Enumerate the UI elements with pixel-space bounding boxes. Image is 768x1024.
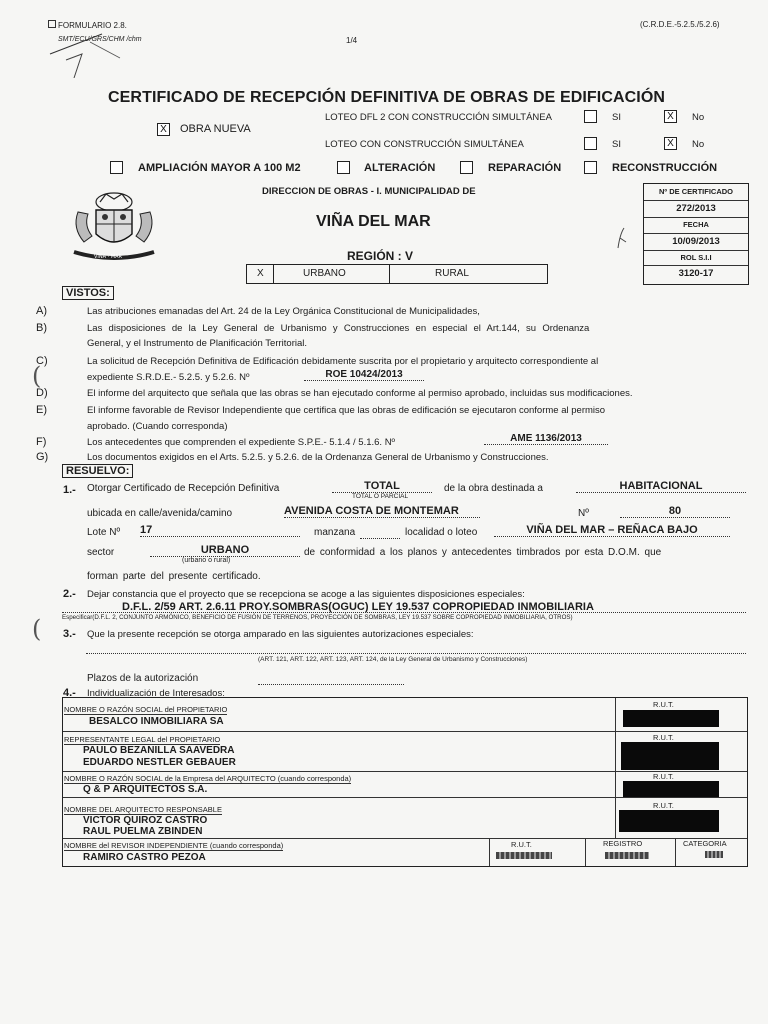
vistos-b-line1: Las disposiciones de la Ley General de Urbanismo y Construcciones en especial el Art.144, su Ordenanza: [87, 323, 590, 334]
vistos-c-marker: C): [36, 355, 48, 367]
vistos-g-marker: G): [36, 451, 49, 463]
vistos-g: Los documentos exigidos en el Arts. 5.2.5. y 5.2.6. de la Ordenanza General de Urbanismo y Construcciones.: [87, 452, 549, 463]
resuelvo-heading: RESUELVO:: [62, 464, 133, 478]
localidad-label: localidad o loteo: [405, 527, 478, 538]
forman-text: forman parte del presente certificado.: [87, 571, 261, 582]
direccion-obras: DIRECCION DE OBRAS - I. MUNICIPALIDAD DE: [262, 186, 476, 197]
municipality-name: VIÑA DEL MAR: [316, 213, 431, 230]
row-line: [644, 250, 748, 251]
rut-label: R.U.T.: [653, 733, 674, 742]
ubicada-label: ubicada en calle/avenida/camino: [87, 508, 233, 519]
vistos-d: El informe del arquitecto que señala que las obras se han ejecutado conforme al permiso aprobado, incluidas sus modificaciones.: [87, 388, 633, 399]
column-line: [615, 698, 616, 838]
vistos-e-marker: E): [36, 404, 47, 416]
vistos-c-line1: La solicitud de Recepción Definitiva de Edificación debidamente suscrita por el propietario y arquitecto correspondiente al: [87, 356, 599, 367]
signature-mark: [612, 224, 632, 250]
loteo-dfl2-no-checkbox[interactable]: X: [664, 110, 677, 123]
reception-type-value: TOTAL: [332, 480, 432, 493]
resuelvo-4-marker: 4.-: [63, 687, 76, 699]
localidad-value: VIÑA DEL MAR – REÑACA BAJO: [494, 524, 730, 537]
redacted-rut-arch-company: [623, 781, 719, 797]
resuelvo-1-text: Otorgar Certificado de Recepción Definitiva: [87, 483, 280, 494]
sector-hint: (urbano o rural): [182, 557, 231, 564]
conformidad-text: de conformidad a los planos y antecedentes timbrados por esta D.O.M. que: [304, 547, 662, 558]
loteo-simultanea-no-label: No: [692, 139, 705, 150]
arch-company-label: NOMBRE O RAZÓN SOCIAL de la Empresa del ARQUITECTO (cuando corresponda): [64, 774, 352, 783]
municipal-crest-icon: [66, 190, 162, 266]
vistos-c-line2: expediente S.R.D.E.- 5.2.5. y 5.2.6. Nº: [87, 372, 250, 383]
revisor-label: NOMBRE del REVISOR INDEPENDIENTE (cuando corresponda): [64, 841, 284, 850]
zone-divider: [389, 265, 390, 283]
column-line: [675, 838, 676, 866]
special-provisions-hint: Especificar(D.F.L. 2, CONJUNTO ARMÓNICO, BENEFICIO DE FUSIÓN DE TERRENOS, PROYECCIÓN DE SOMBRAS, LEY 19.537 SOBRE COPROPIEDAD INMOBILIARIA, OTROS): [62, 614, 573, 621]
loteo-dfl2-label: LOTEO DFL 2 CON CONSTRUCCIÓN SIMULTÁNEA: [325, 112, 552, 123]
urbano-mark[interactable]: X: [257, 268, 264, 279]
manzana-label: manzana: [314, 527, 356, 538]
row-line: [644, 217, 748, 218]
vistos-d-marker: D): [36, 387, 48, 399]
urbano-label: URBANO: [303, 268, 346, 279]
lote-value: 17: [140, 524, 300, 537]
loteo-dfl2-si-label: SI: [612, 112, 621, 123]
vistos-f-marker: F): [36, 436, 47, 448]
resuelvo-3-text: Que la presente recepción se otorga amparado en las siguientes autorizaciones especiales:: [87, 629, 474, 640]
struck-registro-revisor: [605, 852, 649, 859]
redacted-rut-owner: [623, 710, 719, 727]
reception-type-hint: TOTAL O PARCIAL: [352, 493, 409, 500]
manzana-value: [360, 524, 400, 539]
special-provisions-line: [62, 612, 746, 613]
redacted-rut-legal: [621, 742, 719, 770]
architect-2: RAUL PUELMA ZBINDEN: [83, 826, 203, 837]
row-line: [63, 731, 747, 732]
rural-label: RURAL: [435, 268, 469, 279]
lote-label: Lote Nº: [87, 527, 121, 538]
architect-label: NOMBRE DEL ARQUITECTO RESPONSABLE: [64, 805, 222, 814]
vistos-a: Las atribuciones emanadas del Art. 24 de la Ley Orgánica Constitucional de Municipalidades,: [87, 306, 480, 317]
plazos-label: Plazos de la autorización: [87, 673, 199, 684]
owner-name: BESALCO INMOBILIARA SA: [89, 716, 224, 727]
redacted-rut-architect: [619, 810, 719, 832]
loteo-simultanea-label: LOTEO CON CONSTRUCCIÓN SIMULTÁNEA: [325, 139, 524, 150]
legal-rep-2: EDUARDO NESTLER GEBAUER: [83, 757, 236, 768]
resuelvo-1-text2: de la obra destinada a: [444, 483, 543, 494]
row-line: [63, 771, 747, 772]
loteo-simultanea-si-checkbox[interactable]: [584, 137, 597, 150]
rut-label: R.U.T.: [511, 840, 532, 849]
struck-categoria-revisor: [705, 851, 723, 858]
sector-value: URBANO: [150, 544, 300, 557]
vistos-e-line1: El informe favorable de Revisor Independiente que certifica que las obras de edificación se ejecutaron conforme al permiso: [87, 405, 606, 416]
ampliacion-label: AMPLIACIÓN MAYOR A 100 M2: [138, 162, 301, 174]
svg-text:VIÑA · MAR: VIÑA · MAR: [94, 254, 123, 260]
sector-label: sector: [87, 547, 115, 558]
plazos-value: [258, 670, 404, 685]
cert-number-label: Nº DE CERTIFICADO: [659, 187, 733, 196]
rut-label: R.U.T.: [653, 700, 674, 709]
column-line: [585, 838, 586, 866]
loteo-simultanea-no-checkbox[interactable]: X: [664, 137, 677, 150]
destination-value: HABITACIONAL: [576, 480, 746, 493]
authorizations-hint: (ART. 121, ART. 122, ART. 123, ART. 124, de la Ley General de Urbanismo y Construcciones): [258, 656, 528, 663]
legal-rep-1: PAULO BEZANILLA SAAVEDRA: [83, 745, 235, 756]
rut-label: R.U.T.: [653, 772, 674, 781]
special-provisions-value: D.F.L. 2/59 ART. 2.6.11 PROY.SOMBRAS(OGUC) LEY 19.537 COPROPIEDAD INMOBILIARIA: [122, 601, 594, 613]
vistos-b-marker: B): [36, 322, 47, 334]
resuelvo-3-marker: 3.-: [63, 628, 76, 640]
row-line: [644, 233, 748, 234]
number-value: 80: [620, 505, 730, 518]
form-reference-code: (C.R.D.E.-5.2.5./5.2.6): [640, 20, 720, 29]
obra-nueva-label: OBRA NUEVA: [180, 123, 251, 135]
zone-selector: [246, 264, 548, 284]
certificate-box: [643, 183, 749, 285]
number-label: Nº: [578, 508, 589, 519]
address-value: AVENIDA COSTA DE MONTEMAR: [284, 505, 480, 518]
initials: SMT/ECU/GRS/CHM /chm: [58, 36, 142, 43]
rol-label: ROL S.I.I: [680, 253, 712, 262]
expediente-value: ROE 10424/2013: [304, 369, 424, 381]
spe-value: AME 1136/2013: [484, 433, 608, 445]
resuelvo-2-marker: 2.-: [63, 588, 76, 600]
form-number: FORMULARIO 2.8.: [48, 20, 127, 30]
rol-value: 3120-17: [678, 268, 714, 279]
binder-hole-mark: (: [32, 615, 42, 643]
document-title: CERTIFICADO DE RECEPCIÓN DEFINITIVA DE OBRAS DE EDIFICACIÓN: [108, 89, 666, 106]
reconstruccion-checkbox[interactable]: [584, 161, 597, 174]
handwriting-marks: [30, 18, 150, 78]
reconstruccion-label: RECONSTRUCCIÓN: [612, 162, 718, 174]
loteo-dfl2-si-checkbox[interactable]: [584, 110, 597, 123]
row-line: [63, 797, 747, 798]
vistos-f: Los antecedentes que comprenden el expediente S.P.E.- 5.1.4 / 5.1.6. Nº: [87, 437, 396, 448]
vistos-a-marker: A): [36, 305, 47, 317]
alteracion-checkbox[interactable]: [337, 161, 350, 174]
fecha-value: 10/09/2013: [672, 236, 720, 247]
authorizations-line: [86, 653, 746, 654]
resuelvo-4-text: Individualización de Interesados:: [87, 688, 225, 699]
registro-label: REGISTRO: [603, 839, 643, 848]
rut-label: R.U.T.: [653, 801, 674, 810]
page-number: 1/4: [346, 36, 358, 45]
owner-label: NOMBRE O RAZÓN SOCIAL del PROPIETARIO: [64, 705, 228, 714]
vistos-e-line2: aprobado. (Cuando corresponda): [87, 421, 228, 432]
alteracion-label: ALTERACIÓN: [364, 162, 436, 174]
loteo-dfl2-no-label: No: [692, 112, 705, 123]
reparacion-checkbox[interactable]: [460, 161, 473, 174]
architect-1: VICTOR QUIROZ CASTRO: [83, 815, 208, 826]
interested-parties-table: [62, 697, 748, 867]
loteo-simultanea-si-label: SI: [612, 139, 621, 150]
column-line: [489, 838, 490, 866]
resuelvo-2-text: Dejar constancia que el proyecto que se recepciona se acoge a las siguientes disposiciones especiales:: [87, 589, 525, 600]
vistos-heading: VISTOS:: [62, 286, 114, 300]
reparacion-label: REPARACIÓN: [488, 162, 562, 174]
row-line: [644, 265, 748, 266]
cert-number: 272/2013: [676, 203, 716, 214]
struck-rut-revisor: [496, 852, 552, 859]
zone-divider: [273, 265, 274, 283]
resuelvo-1-marker: 1.-: [63, 484, 76, 496]
region-label: REGIÓN : V: [347, 249, 414, 263]
arch-company-name: Q & P ARQUITECTOS S.A.: [83, 784, 208, 795]
binder-hole-mark: (: [32, 362, 42, 390]
vistos-b-line2: General, y el Instrumento de Planificación Territorial.: [87, 338, 308, 349]
categoria-label: CATEGORIA: [683, 839, 727, 848]
obra-nueva-checkbox[interactable]: X: [157, 123, 170, 136]
row-line: [63, 838, 747, 839]
row-line: [644, 200, 748, 201]
revisor-name: RAMIRO CASTRO PEZOA: [83, 852, 206, 863]
legal-rep-label: REPRESENTANTE LEGAL del PROPIETARIO: [64, 735, 221, 744]
ampliacion-checkbox[interactable]: [110, 161, 123, 174]
fecha-label: FECHA: [683, 220, 709, 229]
